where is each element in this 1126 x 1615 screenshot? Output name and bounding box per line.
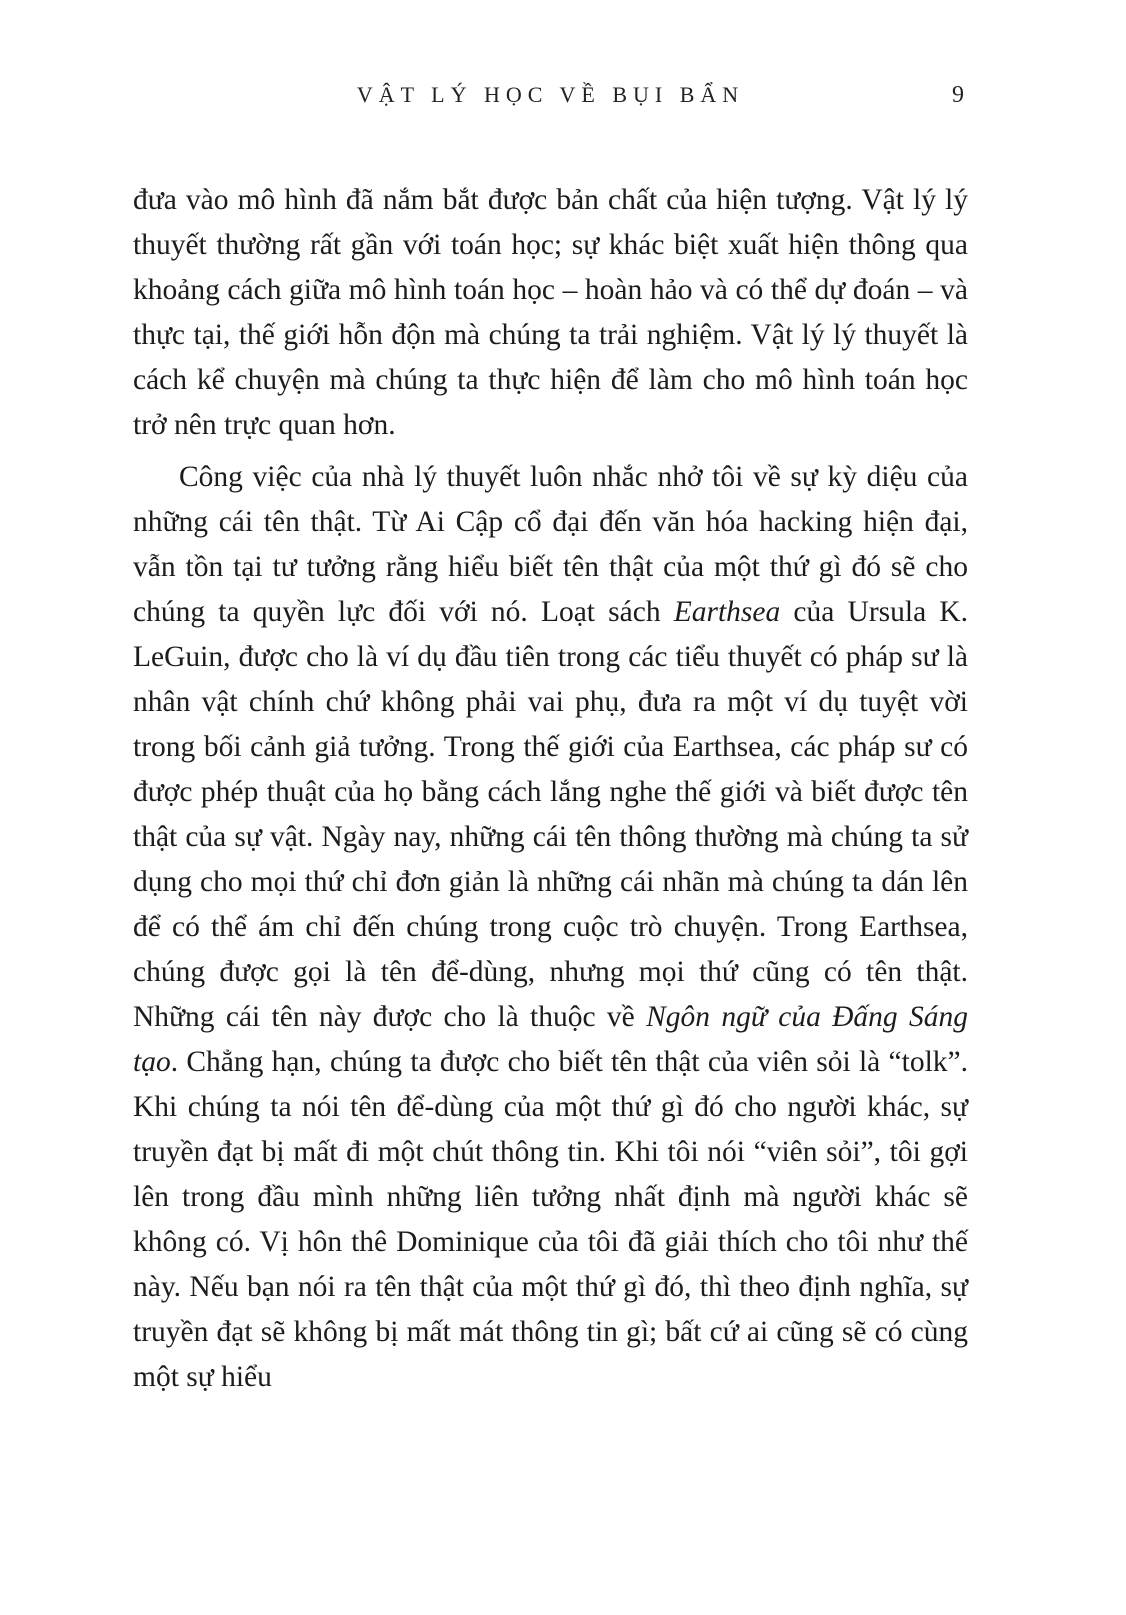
text-run: . Chẳng hạn, chúng ta được cho biết tên thật của viên sỏi là “tolk”. Khi chúng ta nói tên để-dùng của một thứ gì đó cho người khác, sự truyền đạt bị mất đi một chút thông tin. Khi tôi nói “viên sỏi”, tôi gợi lên trong đầu mình những liên tưởng nhất định mà người khác sẽ không có. Vị hôn thê Dominique của tôi đã giải thích cho tôi như thế này. Nếu bạn nói ra tên thật của một thứ gì đó, thì theo định nghĩa, sự truyền đạt sẽ không bị mất mát thông tin gì; bất cứ ai cũng sẽ có cùng một sự hiểu	[133, 1046, 968, 1393]
text-run-italic: Earthsea	[673, 596, 781, 628]
text-run: đưa vào mô hình đã nắm bắt được bản chất của hiện tượng. Vật lý lý thuyết thường rất gần với toán học; sự khác biệt xuất hiện thông qua khoảng cách giữa mô hình toán học – hoàn hảo và có thể dự đoán – và thực tại, thế giới hỗn độn mà chúng ta trải nghiệm. Vật lý lý thuyết là cách kể chuyện mà chúng ta thực hiện để làm cho mô hình toán học trở nên trực quan hơn.	[133, 184, 968, 441]
text-run-italic: Ngôn ngữ của Đấng Sáng tạo	[133, 1001, 968, 1078]
body-text	[133, 178, 968, 1400]
text-run: của Ursula K. LeGuin, được cho là ví dụ đầu tiên trong các tiểu thuyết có pháp sư là nhân vật chính chứ không phải vai phụ, đưa ra một ví dụ tuyệt vời trong bối cảnh giả tưởng. Trong thế giới của Earthsea, các pháp sư có được phép thuật của họ bằng cách lắng nghe thế giới và biết được tên thật của sự vật. Ngày nay, những cái tên thông thường mà chúng ta sử dụng cho mọi thứ chỉ đơn giản là những cái nhãn mà chúng ta dán lên để có thể ám chỉ đến chúng trong cuộc trò chuyện. Trong Earthsea, chúng được gọi là tên để-dùng, nhưng mọi thứ cũng có tên thật. Những cái tên này được cho là thuộc về	[133, 596, 968, 1033]
paragraph	[133, 455, 968, 1400]
page-number: 9	[952, 82, 964, 108]
text-run: Công việc của nhà lý thuyết luôn nhắc nhở tôi về sự kỳ diệu của những cái tên thật. Từ Ai Cập cổ đại đến văn hóa hacking hiện đại, vẫn tồn tại tư tưởng rằng hiểu biết tên thật của một thứ gì đó sẽ cho chúng ta quyền lực đối với nó. Loạt sách	[133, 461, 968, 628]
running-header	[133, 82, 968, 116]
chapter-title: VẬT LÝ HỌC VỀ BỤI BẨN	[356, 82, 745, 107]
paragraph	[133, 178, 968, 448]
